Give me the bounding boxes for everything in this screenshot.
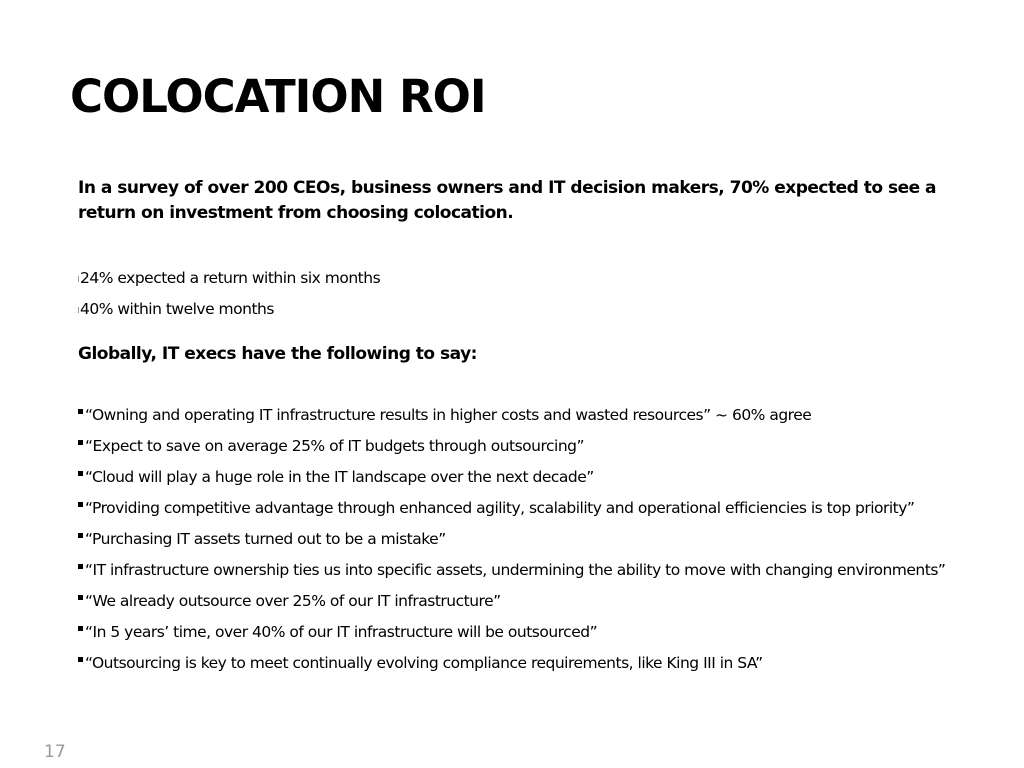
slide-title: COLOCATION ROI	[70, 70, 486, 123]
quote-item	[78, 648, 958, 679]
quote-text: “IT infrastructure ownership ties us into specific assets, undermining the ability to move with changing environments”	[85, 561, 946, 579]
square-bullet-icon	[78, 533, 83, 538]
quote-item	[78, 617, 958, 648]
square-bullet-icon	[78, 440, 83, 445]
square-bullet-icon	[78, 564, 83, 569]
quote-item	[78, 555, 958, 586]
quote-item	[78, 586, 958, 617]
quote-list	[78, 400, 958, 679]
section-heading: Globally, IT execs have the following to say:	[78, 344, 477, 364]
quote-text: “Cloud will play a huge role in the IT landscape over the next decade”	[85, 468, 594, 486]
survey-intro: In a survey of over 200 CEOs, business owners and IT decision makers, 70% expected to see a return on investment from choosing colocation.	[78, 178, 937, 223]
quote-item	[78, 524, 958, 555]
quote-text: “In 5 years’ time, over 40% of our IT infrastructure will be outsourced”	[85, 623, 598, 641]
quote-text: “Expect to save on average 25% of IT budgets through outsourcing”	[85, 437, 585, 455]
slide-content	[78, 176, 958, 679]
quote-text: “Outsourcing is key to meet continually evolving compliance requirements, like King III in SA”	[85, 654, 763, 672]
square-bullet-icon	[78, 657, 83, 662]
square-bullet-icon	[78, 502, 83, 507]
page-number: 17	[44, 742, 66, 762]
quote-item	[78, 493, 958, 524]
quote-text: “Providing competitive advantage through enhanced agility, scalability and operational efficiencies is top priority”	[85, 499, 915, 517]
quote-item	[78, 462, 958, 493]
tick-marker	[78, 276, 79, 282]
square-bullet-icon	[78, 409, 83, 414]
quote-item	[78, 400, 958, 431]
quote-text: “We already outsource over 25% of our IT infrastructure”	[85, 592, 501, 610]
stat-item	[78, 294, 958, 325]
quote-item	[78, 431, 958, 462]
square-bullet-icon	[78, 595, 83, 600]
stat-list	[78, 263, 958, 325]
stat-text: 24% expected a return within six months	[80, 269, 381, 287]
square-bullet-icon	[78, 626, 83, 631]
square-bullet-icon	[78, 471, 83, 476]
quote-text: “Purchasing IT assets turned out to be a mistake”	[85, 530, 446, 548]
stat-item	[78, 263, 958, 294]
quote-text: “Owning and operating IT infrastructure results in higher costs and wasted resources” ~ 60% agree	[85, 406, 812, 424]
tick-marker	[78, 307, 79, 313]
stat-text: 40% within twelve months	[80, 300, 274, 318]
